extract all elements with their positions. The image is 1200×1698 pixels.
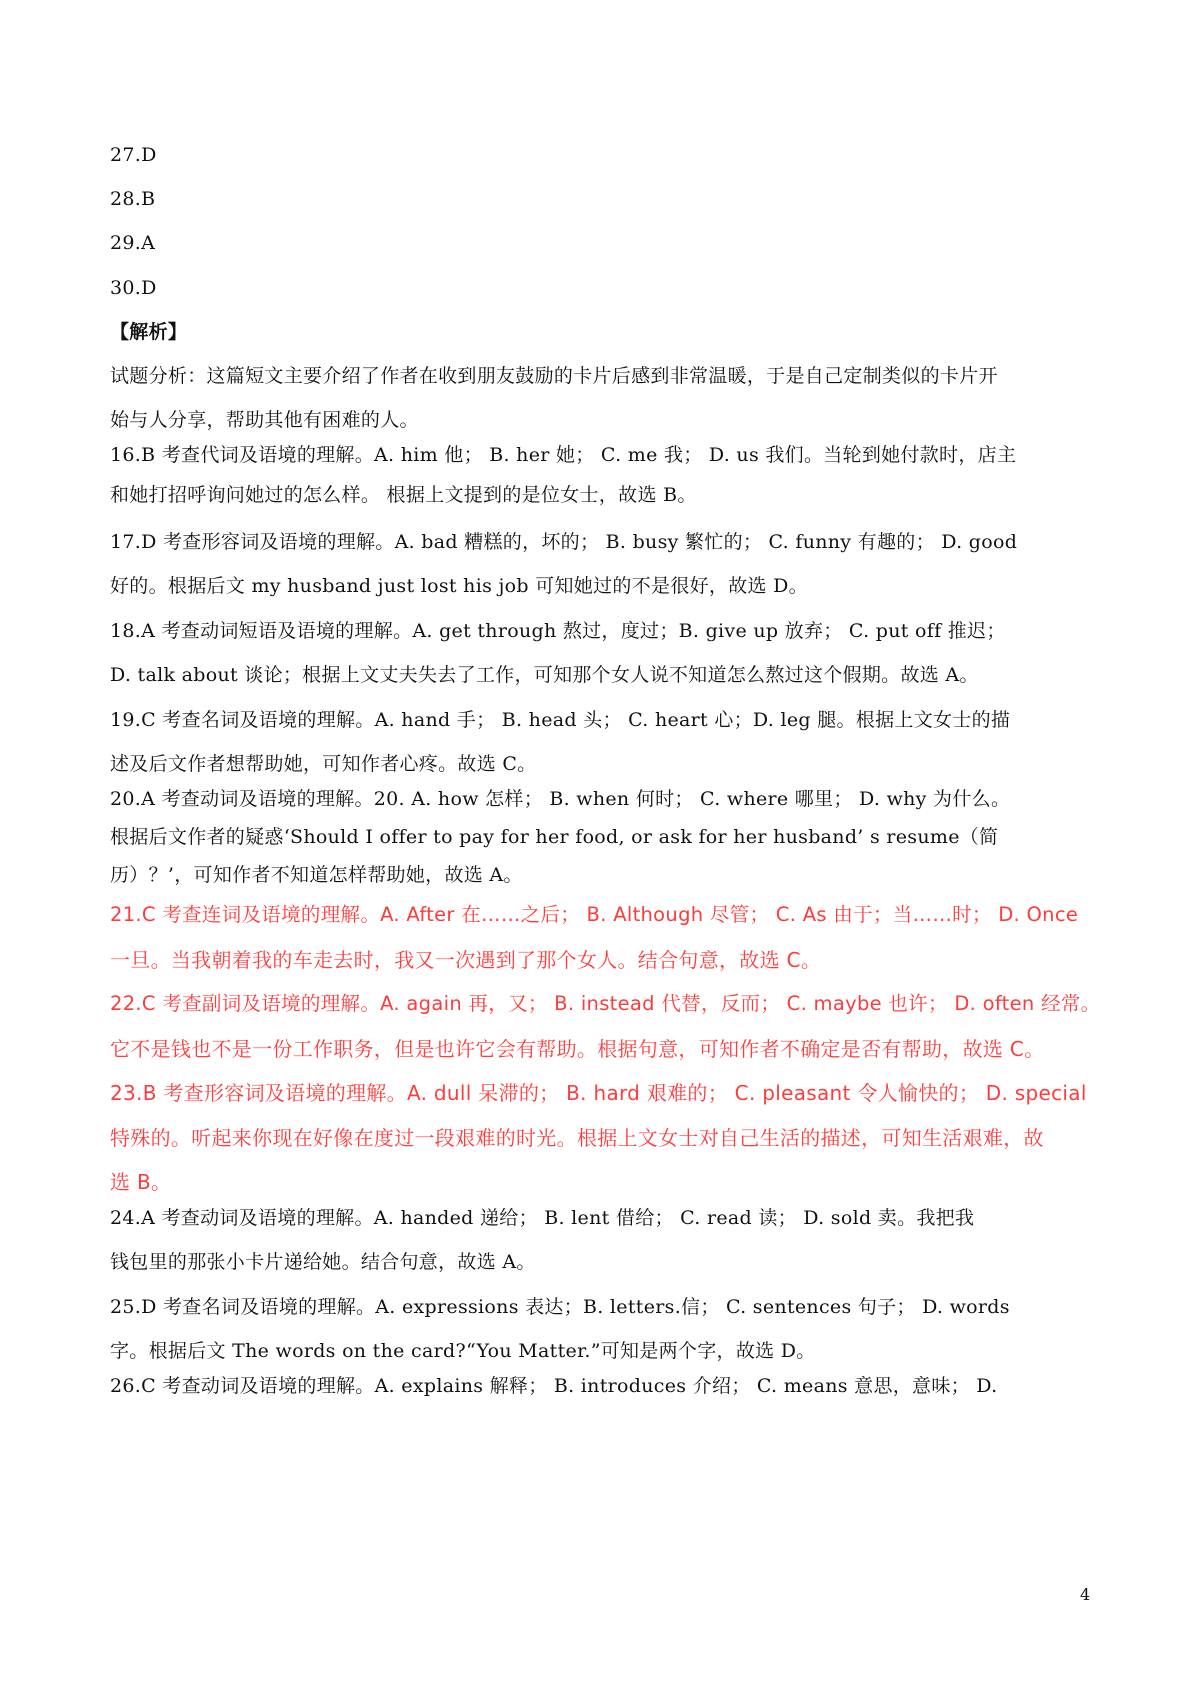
answer-line: 30.D (110, 277, 157, 299)
explanation-21-line: 21.C 考查连词及语境的理解。A. After 在……之后； B. Although 尽管； C. As 由于；当……时； D. Once (110, 903, 1079, 926)
answer-line: 27.D (110, 144, 157, 166)
explanation-24-line: 钱包里的那张小卡片递给她。结合句意，故选 A。 (110, 1251, 536, 1273)
page-number: 4 (1080, 1585, 1091, 1604)
explanation-17-line: 好的。根据后文 my husband just lost his job 可知她过的不是很好，故选 D。 (110, 575, 808, 597)
explanation-24-line: 24.A 考查动词及语境的理解。A. handed 递给； B. lent 借给； C. read 读； D. sold 卖。我把我 (110, 1207, 975, 1229)
explanation-23-line: 选 B。 (110, 1170, 172, 1194)
explanation-20-line: 根据后文作者的疑惑‘Should I offer to pay for her food, or ask for her husband’ s resume（简 (110, 826, 999, 848)
explanation-19-line: 19.C 考查名词及语境的理解。A. hand 手； B. head 头； C. heart 心；D. leg 腿。根据上文女士的描 (110, 709, 1011, 731)
explanation-20-line: 历）？’，可知作者不知道怎样帮助她，故选 A。 (110, 864, 523, 886)
analysis-heading: 【解析】 (110, 321, 188, 343)
explanation-19-line: 述及后文作者想帮助她，可知作者心疼。故选 C。 (110, 753, 537, 775)
explanation-16-line: 和她打招呼询问她过的怎么样。 根据上文提到的是位女士，故选 B。 (110, 484, 697, 506)
explanation-22-line: 它不是钱也不是一份工作职务，但是也许它会有帮助。根据句意，可知作者不确定是否有帮助，故选 C。 (110, 1037, 1045, 1061)
explanation-23-line: 特殊的。听起来你现在好像在度过一段艰难的时光。根据上文女士对自己生活的描述，可知生活艰难，故 (110, 1126, 1044, 1150)
explanation-20-line: 20.A 考查动词及语境的理解。20. A. how 怎样； B. when 何时； C. where 哪里； D. why 为什么。 (110, 788, 1011, 810)
explanation-23-line: 23.B 考查形容词及语境的理解。A. dull 呆滞的； B. hard 艰难的； C. pleasant 令人愉快的； D. special (110, 1081, 1087, 1105)
explanation-16-line: 16.B 考查代词及语境的理解。A. him 他； B. her 她； C. me 我； D. us 我们。当轮到她付款时，店主 (110, 444, 1017, 466)
explanation-25-line: 字。根据后文 The words on the card?“You Matter.”可知是两个字，故选 D。 (110, 1340, 816, 1362)
explanation-26-line: 26.C 考查动词及语境的理解。A. explains 解释； B. introduces 介绍； C. means 意思，意味； D. (110, 1375, 998, 1397)
explanation-25-line: 25.D 考查名词及语境的理解。A. expressions 表达；B. letters.信； C. sentences 句子； D. words (110, 1296, 1010, 1318)
answer-line: 29.A (110, 232, 156, 254)
explanation-18-line: 18.A 考查动词短语及语境的理解。A. get through 熬过，度过；B. give up 放弃； C. put off 推迟； (110, 620, 1006, 642)
explanation-21-line: 一旦。当我朝着我的车走去时，我又一次遇到了那个女人。结合句意，故选 C。 (110, 948, 822, 972)
summary-line: 试题分析：这篇短文主要介绍了作者在收到朋友鼓励的卡片后感到非常温暖，于是自己定制类似的卡片开 (110, 365, 998, 387)
explanation-18-line: D. talk about 谈论；根据上文丈夫失去了工作，可知那个女人说不知道怎么熬过这个假期。故选 A。 (110, 664, 979, 686)
answer-line: 28.B (110, 188, 156, 210)
explanation-17-line: 17.D 考查形容词及语境的理解。A. bad 糟糕的，坏的； B. busy 繁忙的； C. funny 有趣的； D. good (110, 531, 1018, 553)
explanation-22-line: 22.C 考查副词及语境的理解。A. again 再，又； B. instead 代替，反而； C. maybe 也许； D. often 经常。 (110, 992, 1101, 1015)
summary-line: 始与人分享，帮助其他有困难的人。 (110, 409, 419, 431)
